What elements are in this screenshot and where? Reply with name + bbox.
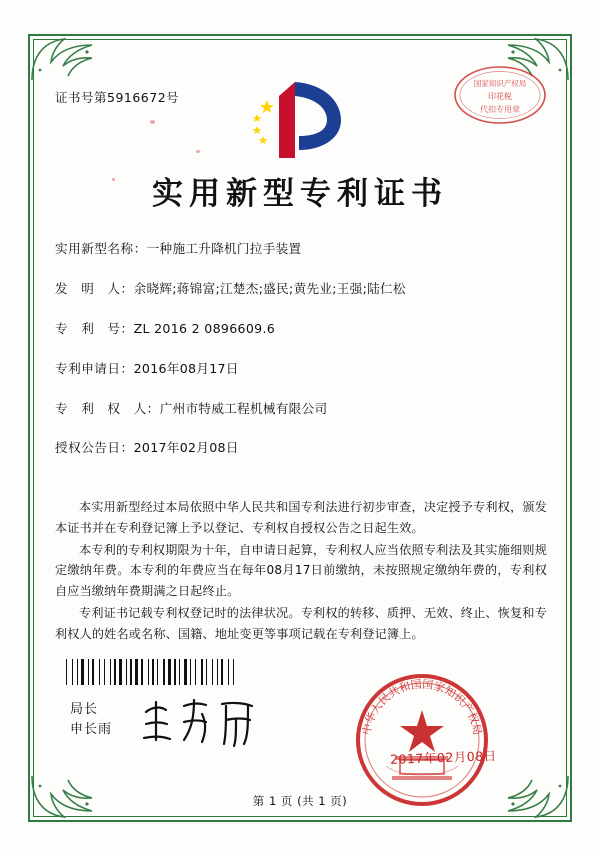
field-patent-number [55, 320, 547, 339]
official-seal [352, 670, 492, 810]
corner-ornament-top-left-icon [30, 36, 100, 82]
field-value: 余晓辉;蒋锦富;江楚杰;盛民;黄先业;王强;陆仁松 [133, 280, 406, 296]
signature-block [70, 700, 112, 740]
field-label: 发 明 人： [55, 280, 134, 296]
paragraph-1: 本实用新型经过本局依照中华人民共和国专利法进行初步审查，决定授予专利权，颁发本证书并在专利登记簿上予以登记、专利权自授权公告之日起生效。 [55, 500, 547, 535]
field-inventors [55, 280, 547, 299]
barcode [66, 659, 276, 685]
director-title-label: 局长 [70, 702, 99, 717]
withholding-stamp [452, 64, 548, 126]
field-value: 广州市特威工程机械有限公司 [159, 400, 328, 416]
field-list [55, 240, 547, 476]
body-text [55, 497, 547, 646]
svg-text:代扣专用章: 代扣专用章 [480, 105, 520, 114]
field-label: 授权公告日： [55, 440, 134, 456]
field-value: 2016年08月17日 [133, 360, 239, 376]
page-title: 实用新型专利证书 [152, 176, 448, 212]
scan-speckle [196, 150, 200, 153]
scan-speckle [150, 120, 155, 124]
seal-date: 2017年02月08日 [389, 748, 497, 767]
field-value: 2017年02月08日 [133, 440, 239, 456]
page-footer: 第 1 页 (共 1 页) [252, 794, 348, 808]
field-label: 专利申请日： [55, 360, 134, 376]
paragraph-3: 专利证书记载专利权登记时的法律状况。专利权的转移、质押、无效、终止、恢复和专利权人的姓名或名称、国籍、地址变更等事项记载在专利登记簿上。 [55, 605, 547, 641]
field-patentee [55, 400, 547, 419]
field-utility-model-name [55, 240, 547, 259]
svg-text:印花税: 印花税 [488, 92, 512, 101]
cnipa-logo-icon [243, 78, 353, 164]
svg-text:中华人民共和国国家知识产权局: 中华人民共和国国家知识产权局 [360, 677, 484, 736]
director-name-label: 申长雨 [70, 722, 113, 738]
handwritten-signature [140, 692, 260, 754]
paragraph-2: 本专利的专利权期限为十年，自申请日起算，专利权人应当依照专利法及其实施细则规定缴纳年费。本专利的年费应当在每年08月17日前缴纳，未按照规定缴纳年费的，专利权自应当缴纳年费期满之日起终止。 [55, 542, 547, 599]
field-value: 一种施工升降机门拉手装置 [146, 241, 302, 256]
field-label: 专 利 号： [55, 320, 134, 336]
field-value: ZL 2016 2 0896609.6 [133, 320, 276, 336]
field-grant-announcement-date [55, 439, 547, 458]
field-label: 实用新型名称： [55, 241, 147, 256]
svg-text:国家知识产权局: 国家知识产权局 [473, 79, 527, 88]
field-label: 专 利 权 人： [55, 400, 160, 416]
field-application-date [55, 360, 547, 379]
certificate-number: 证书号第5916672号 [55, 90, 180, 105]
